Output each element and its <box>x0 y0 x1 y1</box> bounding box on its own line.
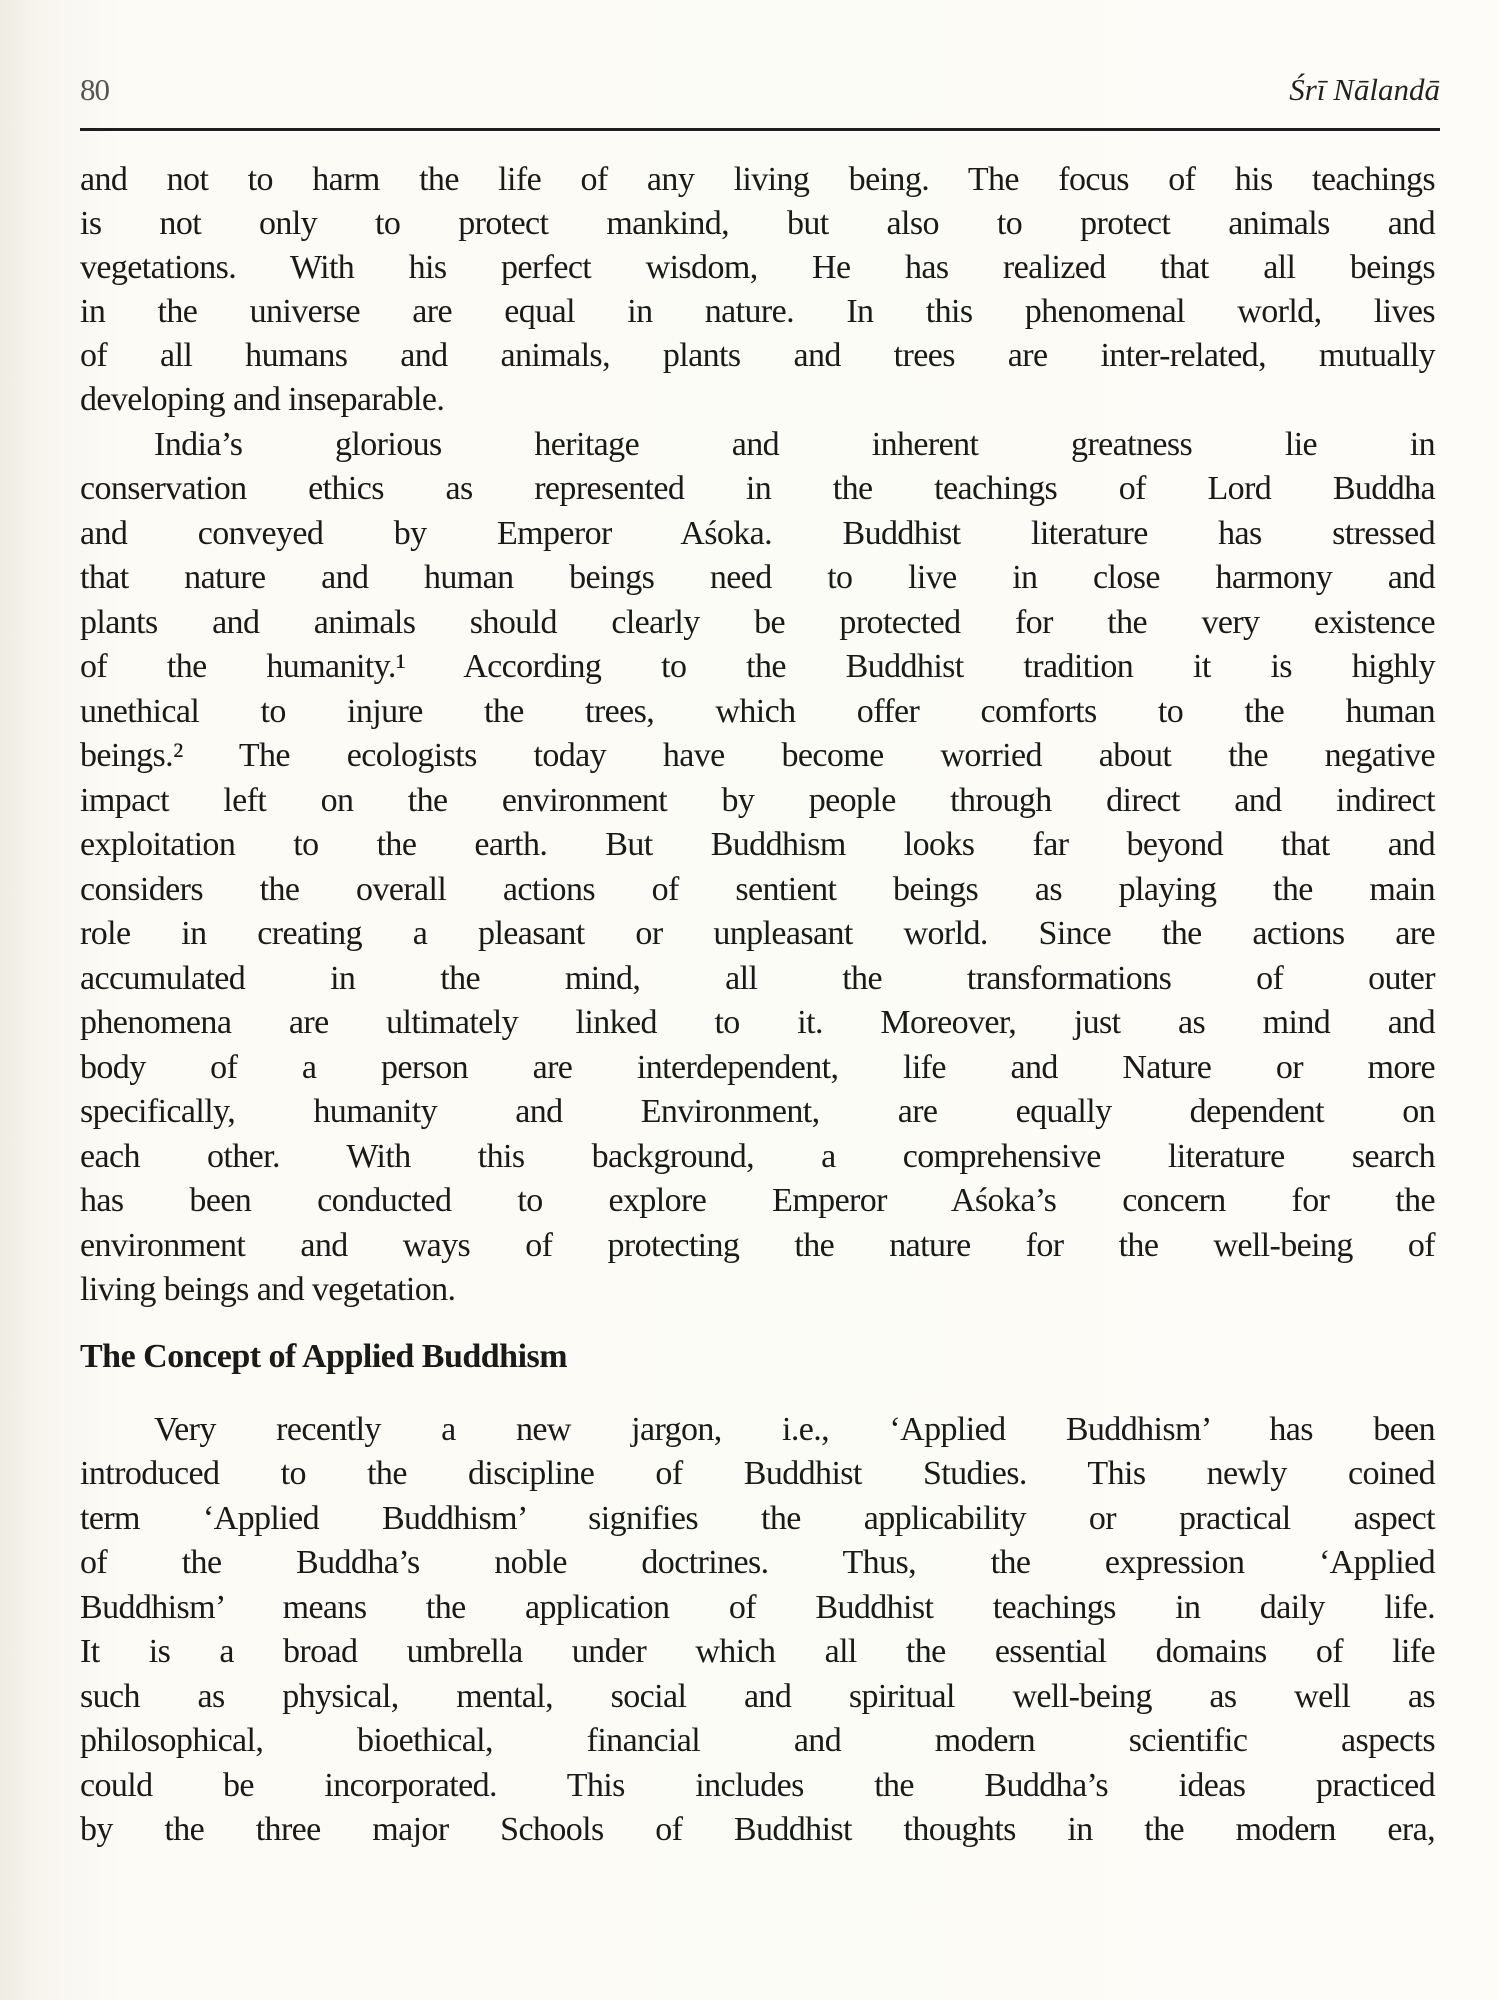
running-title: Śrī Nālandā <box>1289 72 1440 107</box>
text-line: and conveyed by Emperor Aśoka. Buddhist literature has stressed <box>80 515 1435 552</box>
text-line: impact left on the environment by people through direct and indirect <box>80 782 1435 819</box>
text-line: India’s glorious heritage and inherent greatness lie in <box>154 426 1435 463</box>
section-heading: The Concept of Applied Buddhism <box>80 1338 568 1375</box>
text-line: Buddhism’ means the application of Buddhist teachings in daily life. <box>80 1589 1435 1626</box>
text-line: such as physical, mental, social and spiritual well-being as well as <box>80 1678 1435 1715</box>
header-rule <box>80 128 1440 131</box>
text-line: by the three major Schools of Buddhist thoughts in the modern era, <box>80 1811 1435 1848</box>
text-line: accumulated in the mind, all the transformations of outer <box>80 960 1435 997</box>
text-line: has been conducted to explore Emperor Aśoka’s concern for the <box>80 1182 1435 1219</box>
text-line <box>80 647 1435 687</box>
text-line: could be incorporated. This includes the Buddha’s ideas practiced <box>80 1767 1435 1804</box>
text-line: living beings and vegetation. <box>80 1271 456 1308</box>
text-line: developing and inseparable. <box>80 381 445 418</box>
text-line: of the Buddha’s noble doctrines. Thus, the expression ‘Applied <box>80 1544 1435 1581</box>
text-line: environment and ways of protecting the nature for the well-being of <box>80 1227 1435 1264</box>
text-line: of all humans and animals, plants and trees are inter-related, mutually <box>80 337 1435 374</box>
page-number: 80 <box>80 72 109 107</box>
text-line: considers the overall actions of sentient beings as playing the main <box>80 871 1435 908</box>
text-line: that nature and human beings need to live in close harmony and <box>80 559 1435 596</box>
text-line: and not to harm the life of any living being. The focus of his teachings <box>80 161 1435 198</box>
text-line: unethical to injure the trees, which offer comforts to the human <box>80 693 1435 730</box>
text-line: beings.² The ecologists today have become worried about the negative <box>80 737 1435 774</box>
text-line: philosophical, bioethical, financial and modern scientific aspects <box>80 1722 1435 1759</box>
line-part: of the humanity.¹ According to the Buddhist tradition it is highly <box>80 648 1435 685</box>
text-line: Very recently a new jargon, i.e., ‘Applied Buddhism’ has been <box>154 1411 1435 1448</box>
text-line: term ‘Applied Buddhism’ signifies the applicability or practical aspect <box>80 1500 1435 1537</box>
text-line: exploitation to the earth. But Buddhism looks far beyond that and <box>80 826 1435 863</box>
text-line: specifically, humanity and Environment, are equally dependent on <box>80 1093 1435 1130</box>
text-line: is not only to protect mankind, but also to protect animals and <box>80 205 1435 242</box>
text-line: phenomena are ultimately linked to it. Moreover, just as mind and <box>80 1004 1435 1041</box>
text-line: vegetations. With his perfect wisdom, He has realized that all beings <box>80 249 1435 286</box>
text-line: plants and animals should clearly be protected for the very existence <box>80 604 1435 641</box>
text-line: body of a person are interdependent, life and Nature or more <box>80 1049 1435 1086</box>
text-line: It is a broad umbrella under which all the essential domains of life <box>80 1633 1435 1670</box>
text-line: each other. With this background, a comprehensive literature search <box>80 1138 1435 1175</box>
text-line: introduced to the discipline of Buddhist Studies. This newly coined <box>80 1455 1435 1492</box>
text-line: conservation ethics as represented in the teachings of Lord Buddha <box>80 470 1435 507</box>
running-header <box>80 72 1440 112</box>
text-line: in the universe are equal in nature. In this phenomenal world, lives <box>80 293 1435 330</box>
text-line: role in creating a pleasant or unpleasant world. Since the actions are <box>80 915 1435 952</box>
